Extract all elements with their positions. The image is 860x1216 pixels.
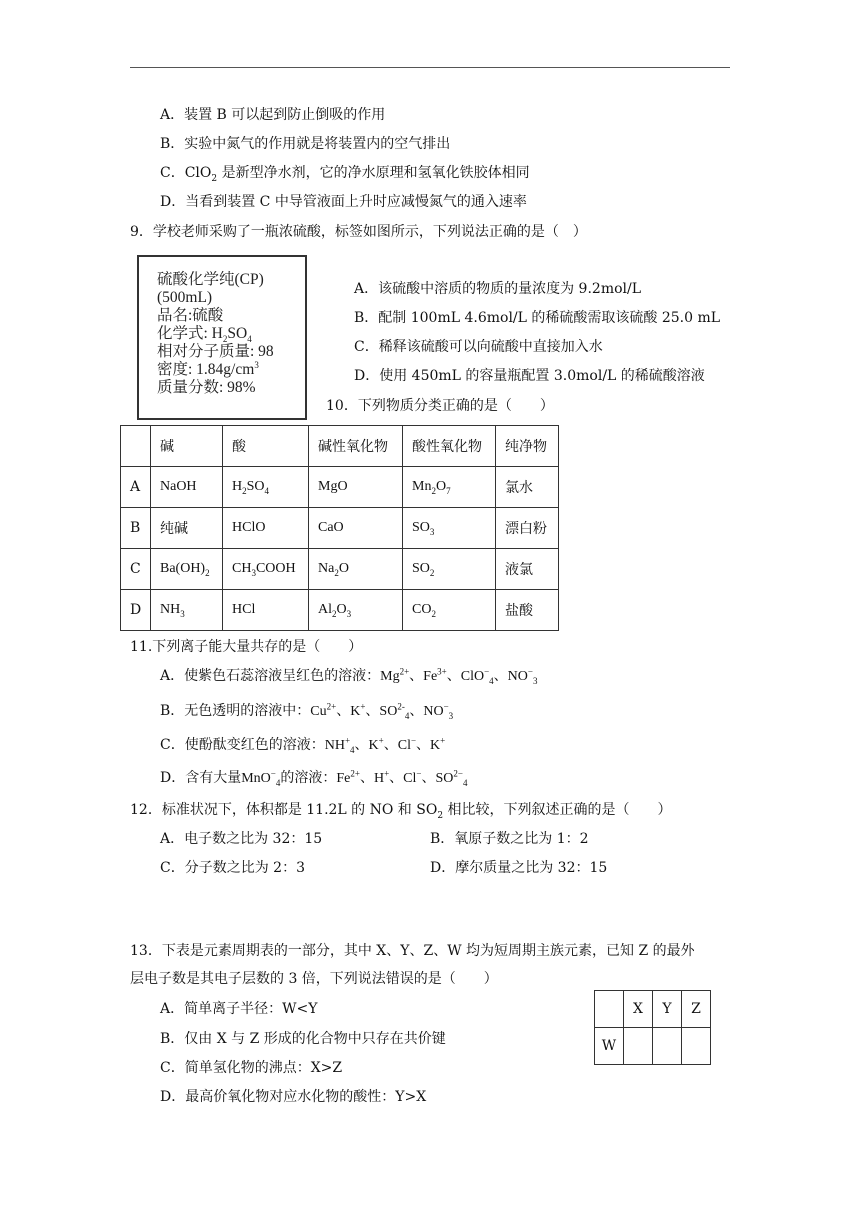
q13-option-b: B．仅由 X 与 Z 形成的化合物中只存在共价键 xyxy=(160,1031,446,1047)
q10-stem: 10．下列物质分类正确的是（ ） xyxy=(326,398,554,414)
q11-option-d: D．含有大量MnO−$_4$的溶液：$Fe^{2+}$、H+、Cl−、$SO^{2-}_4$ xyxy=(160,768,468,788)
table-row: C $Ba(OH)_2$ $CH_3COOH$ $Na_2O$ $SO_2$ 液氯 xyxy=(121,549,559,590)
table-row: B 纯碱 HClO CaO $SO_3$ 漂白粉 xyxy=(121,508,559,549)
q11-option-c: C．使酚酞变红色的溶液：$NH^+_4$、K+、Cl−、K+ xyxy=(160,735,446,755)
q8-option-b: B．实验中氮气的作用就是将装置内的空气排出 xyxy=(160,136,451,152)
q8-option-c: C．ClO$_2$ 是新型净水剂，它的净水原理和氢氧化铁胶体相同 xyxy=(160,165,530,184)
q9-stem: 9．学校老师采购了一瓶浓硫酸，标签如图所示，下列说法正确的是（ ） xyxy=(130,224,587,240)
q9-option-a: A．该硫酸中溶质的物质的量浓度为 9.2mol/L xyxy=(354,281,642,297)
table-row: X Y Z xyxy=(595,991,711,1028)
header-rule xyxy=(130,67,730,68)
q12-option-d: D．摩尔质量之比为 32：15 xyxy=(430,860,608,876)
q13-option-a: A．简单离子半径：W<Y xyxy=(160,1001,318,1017)
table-row: A NaOH $H_2SO_4$ MgO $Mn_2O_7$ 氯水 xyxy=(121,467,559,508)
q13-option-d: D．最高价氧化物对应水化物的酸性：Y>X xyxy=(160,1089,427,1105)
q8-option-a: A．装置 B 可以起到防止倒吸的作用 xyxy=(160,107,386,123)
q13-option-c: C．简单氢化物的沸点：X>Z xyxy=(160,1060,343,1076)
q12-stem: 12．标准状况下，体积都是 11.2L 的 NO 和 $SO_2$ 相比较，下列叙述正确的是（ ） xyxy=(130,802,672,821)
q11-option-a: A．使紫色石蕊溶液呈红色的溶液：$Mg^{2+}$、$Fe^{3+}$、ClO−$_4$、$NO^-_3$ xyxy=(160,666,538,686)
q12-option-c: C．分子数之比为 2：3 xyxy=(160,860,305,876)
acid-bottle-label: 硫酸化学纯(CP) (500mL) 品名:硫酸 化学式: $H_2SO_4$ 相对分子质量: 98 密度: $1.84g/cm^3$ 质量分数: 98% xyxy=(137,255,307,420)
q13-stem-line2: 层电子数是其电子层数的 3 倍，下列说法错误的是（ ） xyxy=(130,971,498,987)
q12-option-b: B．氧原子数之比为 1：2 xyxy=(430,831,589,847)
q9-option-d: D．使用 450mL 的容量瓶配置 3.0mol/L 的稀硫酸溶液 xyxy=(354,368,705,384)
q13-stem-line1: 13．下表是元素周期表的一部分，其中 X、Y、Z、W 均为短周期主族元素，已知 Z 的最外 xyxy=(130,943,695,959)
q11-stem: 11.下列离子能大量共存的是（ ） xyxy=(130,639,363,655)
q9-option-c: C．稀释该硫酸可以向硫酸中直接加入水 xyxy=(354,339,603,355)
table-row: D $NH_3$ HCl $Al_2O_3$ $CO_2$ 盐酸 xyxy=(121,590,559,631)
q9-option-b: B．配制 100mL 4.6mol/L 的稀硫酸需取该硫酸 25.0 mL xyxy=(354,310,721,326)
q12-option-a: A．电子数之比为 32：15 xyxy=(160,831,323,847)
q11-option-b: B．无色透明的溶液中：$Cu^{2+}$、K+、$SO^{2-}_4$、$NO^-_3$ xyxy=(160,701,454,721)
table-row: W xyxy=(595,1028,711,1065)
q10-classification-table xyxy=(120,425,559,631)
table-row: 碱 酸 碱性氧化物 酸性氧化物 纯净物 xyxy=(121,426,559,467)
periodic-table-fragment xyxy=(594,990,711,1065)
q8-option-d: D．当看到装置 C 中导管液面上升时应减慢氮气的通入速率 xyxy=(160,194,527,210)
